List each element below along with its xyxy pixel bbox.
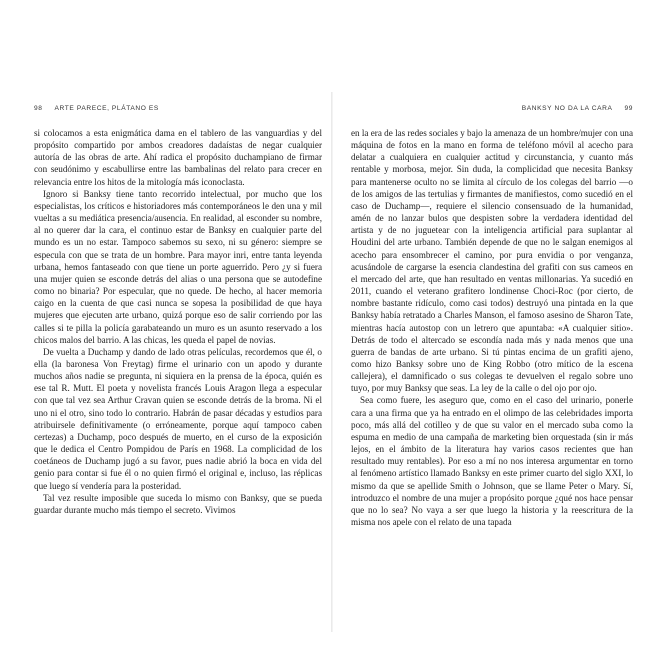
right-running-head [351,104,633,114]
left-paragraph-4: Tal vez resulte imposible que suceda lo mismo con Banksy, que se pueda guardar durante mucho más tiempo el secreto. Vivimos [34,492,322,515]
left-page [34,104,322,516]
left-body-text [34,127,322,516]
left-running-title: ARTE PARECE, PLÁTANO ES [54,105,159,112]
right-page-number: 99 [624,105,633,112]
book-gutter [331,92,333,632]
left-paragraph-1: si colocamos a esta enigmática dama en el tablero de las vanguardias y del propósito compartido por ambos creadores dadaístas de negar cualquier autoría de las obras de arte. Ahí radica el propósito duchampiano de firmar con seudónimo y escabullirse entre las bambalinas del relato para crecer en relevancia entre los hitos de la mitología más iconoclasta. [34,128,322,187]
left-paragraph-3: De vuelta a Duchamp y dando de lado otras películas, recordemos que él, o ella (la baronesa Von Freytag) firme el urinario con un apodo y durante muchos años nadie se pregunta, ni siquiera en la prensa de la época, quién es ese tal R. Mutt. El poeta y novelista francés Louis Aragon llega a especular con que tal vez sea Arthur Cravan quien se esconde detrás de la broma. Ni el uno ni el otro, sino todo lo contrario. Habrán de pasar décadas y estudios para atribuirsele definitivamente (o erróneamente, porque aquí tampoco caben certezas) a Duchamp, poco después de muerto, en el curso de la exposición que le dedica el Centro Pompidou de París en 1968. La complicidad de los coetáneos de Duchamp jugó a su favor, pues nadie abrió la boca en vida del genio para contar si fue él o no quien firmó el original e, incluso, las réplicas que luego sí vendería para la posteridad. [34,346,322,491]
right-paragraph-1: en la era de las redes sociales y bajo la amenaza de un hombre/mujer con una máquina de fotos en la mano en forma de teléfono móvil al acecho para delatar a cualquiera en cualquier actitud y circunstancia, y cuanto más rentable y morbosa, mejor. Sin duda, la complicidad que necesita Banksy para mantenerse oculto no se limita al círculo de los colegas del barrio —o de los amigos de las tertulias y firmantes de manifiestos, como sucedió en el caso de Duchamp—, requiere el silencio consensuado de la humanidad, amén de no lanzar bulos que despisten sobre la verdadera identidad del artista y de no juguetear con la inteligencia artificial para suplantar al Houdini del arte urbano. También depende de que no le salgan enemigos al acecho para ensombrecer el camino, por pura envidia o por venganza, acusándole de cargarse la esencia clandestina del grafiti con sus cameos en el mercado del arte, que han resultado en ventas millonarias. Ya sucedió en 2011, cuando el veterano grafitero londinense Choci-Roc (por cierto, de nombre bastante ridículo, como casi todos) destruyó una pintada en la que Banksy había retratado a Charles Manson, el famoso asesino de Sharon Tate, mientras hacía autostop con un letrero que apuntaba: «A cualquier sitio». Detrás de todo el altercado se escondía nada más y nada menos que una guerra de bandas de arte urbano. Si tú pintas encima de un grafiti ajeno, como hizo Banksy sobre uno de King Robbo (otro mítico de la escena callejera), el damnificado o sus colegas te devuelven el regalo sobre uno tuyo, por muy Banksy que seas. La ley de la calle o del ojo por ojo. [351,128,633,394]
right-body-text [351,127,633,528]
left-paragraph-2: Ignoro si Banksy tiene tanto recorrido intelectual, por mucho que los especialistas, los críticos e historiadores más contemporáneos le den una y mil vueltas a su mediática presencia/ausencia. En realidad, al esconder su nombre, al no querer dar la cara, el continuo estar de Banksy en cualquier parte del mundo es un no estar. Tampoco sabemos su sexo, ni su género: siempre se especula con que se trata de un hombre. Para mayor inri, entre tanta leyenda urbana, hemos fantaseado con que tiene un porte aguerrido. Pero ¿y si fuera una mujer quien se esconde detrás del alias o una persona que se autodefine como no binaria? Por especular, que no quede. De hecho, al hacer memoria caigo en la cuenta de que casi nunca se sopesa la posibilidad de que haya mujeres que ejecuten arte urbano, quizá porque eso de salir corriendo por las calles si te pilla la policía garabateando un muro es un asunto reservado a los chicos malos del barrio. A las chicas, les queda el papel de novias. [34,188,322,345]
right-running-title: BANKSY NO DA LA CARA [521,105,613,112]
left-running-head [34,104,322,114]
right-paragraph-2: Sea como fuere, les aseguro que, como en el caso del urinario, ponerle cara a una firma que ya ha entrado en el olimpo de las celebridades importa poco, más allá del cotilleo y de que su valor en el mercado suba como la espuma en medio de una campaña de marketing bien orquestada (sin ir más lejos, en el ámbito de la literatura hay varios casos recientes que han resultado muy rentables). Por eso a mí no nos interesa argumentar en torno al fenómeno artístico llamado Banksy en este primer cuarto del siglo XXI, lo mismo da que se apellide Smith o Johnson, que se llame Peter o Mary. Sí, introduzco el nombre de una mujer a propósito porque ¿qué nos hace pensar que no lo sea? No vaya a ser que luego la historia y la reescritura de la misma nos apele con el relato de una tapada [351,395,633,527]
left-page-number: 98 [34,105,43,112]
right-page [351,104,633,528]
